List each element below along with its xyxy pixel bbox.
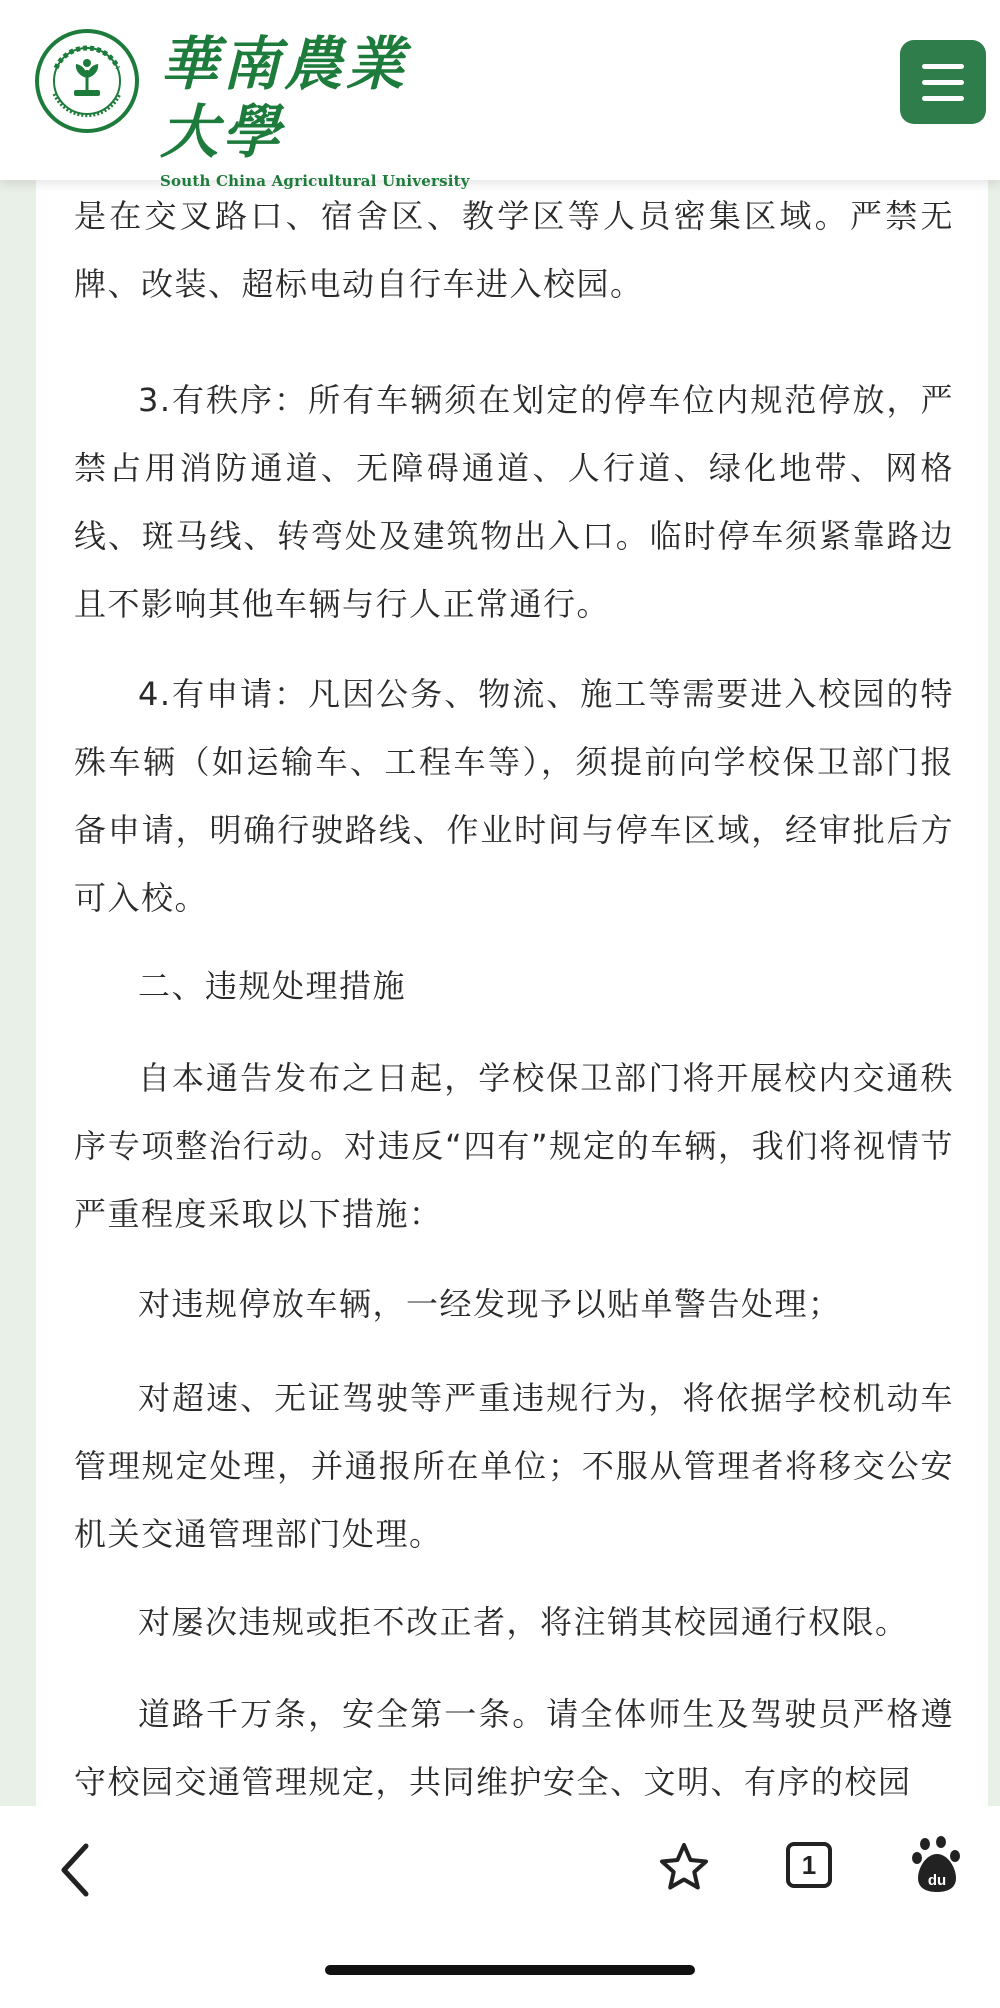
site-header	[0, 0, 1000, 190]
university-seal-logo[interactable]	[34, 28, 140, 134]
browser-bottom-toolbar	[0, 1806, 1000, 2008]
article-paragraph-8: 道路千万条，安全第一条。请全体师生及驾驶员严格遵守校园交通管理规定，共同维护安全、文明、有序的校园	[74, 1695, 954, 1801]
article-paragraph-3: 4.有申请：凡因公务、物流、施工等需要进入校园的特殊车辆（如运输车、工程车等），须提前向学校保卫部门报备申请，明确行驶路线、作业时间与停车区域，经审批后方可入校。	[74, 675, 954, 917]
tabs-count: 1	[801, 1850, 817, 1880]
baidu-du-label: du	[927, 1872, 947, 1889]
university-name-en: South China Agricultural University	[160, 172, 470, 190]
article-paragraph-1: 是在交叉路口、宿舍区、教学区等人员密集区域。严禁无牌、改装、超标电动自行车进入校园。	[74, 197, 954, 303]
article-paragraph-6: 对超速、无证驾驶等严重违规行为，将依据学校机动车管理规定处理，并通报所在单位；不服从管理者将移交公安机关交通管理部门处理。	[74, 1379, 954, 1553]
back-chevron-icon[interactable]	[56, 1840, 96, 1900]
section-heading: 二、违规处理措施	[138, 967, 407, 1005]
university-name-cn: 華南農業大學	[160, 30, 409, 166]
article-paragraph-2: 3.有秩序：所有车辆须在划定的停车位内规范停放，严禁占用消防通道、无障碍通道、人行道、绿化地带、网格线、斑马线、转弯处及建筑物出入口。临时停车须紧靠路边且不影响其他车辆与行人正常通行。	[74, 381, 954, 623]
star-icon[interactable]	[656, 1840, 712, 1896]
university-wordmark[interactable]	[160, 30, 470, 190]
tabs-count-button[interactable]	[786, 1842, 832, 1888]
article-paragraph-7: 对屡次违规或拒不改正者，将注销其校园通行权限。	[138, 1603, 909, 1641]
article-paragraph-5: 对违规停放车辆，一经发现予以贴单警告处理；	[138, 1285, 842, 1323]
menu-button[interactable]	[900, 40, 986, 124]
article-content	[36, 180, 988, 1806]
article-paragraph-4: 自本通告发布之日起，学校保卫部门将开展校内交通秩序专项整治行动。对违反“四有”规定的车辆，我们将视情节严重程度采取以下措施：	[74, 1059, 954, 1233]
home-indicator[interactable]	[325, 1965, 695, 1975]
baidu-paw-icon[interactable]	[912, 1836, 962, 1894]
